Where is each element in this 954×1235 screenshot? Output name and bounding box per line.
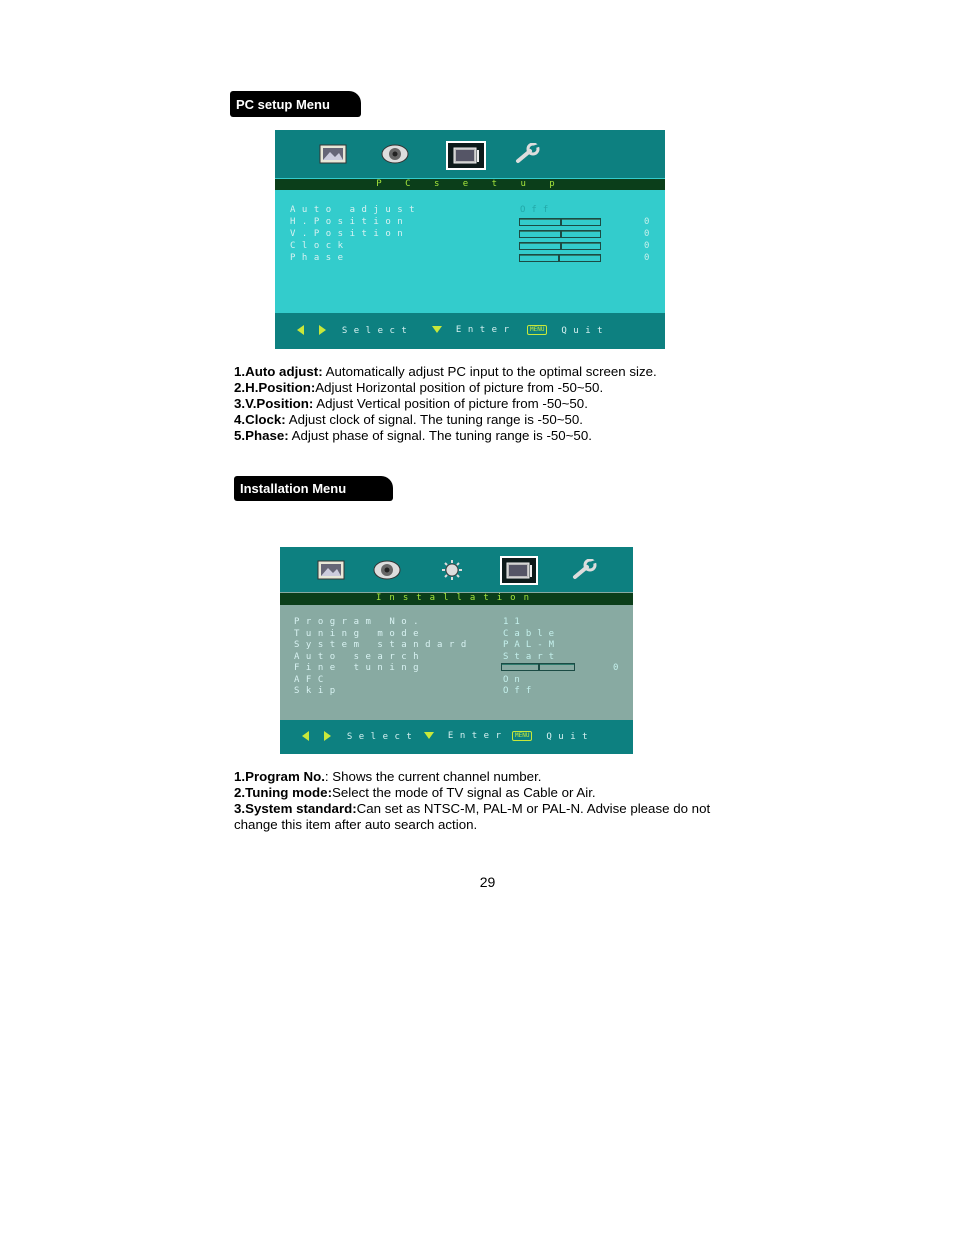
osd-icon-bar (275, 130, 665, 178)
nav-select-label: Select (341, 325, 414, 336)
pc-monitor-icon[interactable] (500, 556, 538, 585)
osd-title-bar (275, 179, 665, 190)
desc-item: 5.Phase: Adjust phase of signal. The tuning range is -50~50. (234, 428, 592, 443)
menu-button-icon: MENU (527, 325, 547, 335)
osd-value-program-no: 11 (503, 617, 526, 627)
pc-setup-osd-screen (275, 130, 665, 349)
nav-enter-label: Enter (455, 325, 516, 335)
fine-tuning-value: 0 (613, 663, 619, 673)
phase-slider[interactable] (519, 254, 601, 262)
osd-row-system-standard[interactable]: System standard (294, 640, 473, 650)
nav-enter[interactable] (432, 325, 516, 336)
nav-select-label: Select (346, 731, 419, 742)
sound-icon[interactable] (377, 141, 413, 167)
sound-icon[interactable] (369, 557, 405, 583)
nav-select[interactable] (302, 731, 418, 743)
nav-select[interactable] (297, 325, 413, 337)
osd-row-tuning-mode[interactable]: Tuning mode (294, 629, 426, 639)
installation-heading (234, 476, 393, 501)
wrench-icon[interactable] (568, 557, 604, 583)
installation-description (234, 769, 754, 833)
osd-value-system-standard: PAL-M (503, 640, 561, 650)
osd-row-v-position[interactable]: V.Position (290, 229, 410, 239)
phase-value: 0 (644, 253, 650, 263)
osd-nav-bar (280, 720, 633, 754)
osd-row-clock[interactable]: Clock (290, 241, 350, 251)
arrow-down-icon (424, 732, 434, 739)
nav-enter-label: Enter (447, 731, 508, 741)
picture-icon[interactable] (313, 557, 349, 583)
fine-tuning-slider[interactable] (501, 663, 575, 671)
desc-item: 3.System standard:Can set as NTSC-M, PAL-M or PAL-N. Advise please do not change this item after auto search action. (234, 801, 711, 832)
v-position-value: 0 (644, 229, 650, 239)
arrow-left-icon (297, 325, 304, 335)
pc-setup-description (234, 364, 754, 444)
osd-title: P C s e t u p (376, 179, 564, 189)
nav-quit-label: Quit (546, 731, 595, 742)
installation-osd-screen (280, 547, 633, 754)
osd-nav-bar (275, 313, 665, 349)
osd-row-skip[interactable]: Skip (294, 686, 342, 696)
osd-row-fine-tuning[interactable]: Fine tuning (294, 663, 426, 673)
osd-value-skip: Off (503, 686, 538, 696)
nav-quit[interactable] (512, 731, 594, 743)
nav-enter[interactable] (424, 731, 508, 742)
osd-row-phase[interactable]: Phase (290, 253, 350, 263)
clock-value: 0 (644, 241, 650, 251)
desc-item: 1.Auto adjust: Automatically adjust PC input to the optimal screen size. (234, 364, 657, 379)
v-position-slider[interactable] (519, 230, 601, 238)
menu-button-icon: MENU (512, 731, 532, 741)
arrow-right-icon (319, 325, 326, 335)
osd-title-bar (280, 593, 633, 605)
h-position-slider[interactable] (519, 218, 601, 226)
pc-setup-heading (230, 91, 361, 117)
h-position-value: 0 (644, 217, 650, 227)
desc-item: 1.Program No.: Shows the current channel number. (234, 769, 542, 784)
desc-item: 2.Tuning mode:Select the mode of TV signal as Cable or Air. (234, 785, 596, 800)
arrow-left-icon (302, 731, 309, 741)
sun-settings-icon[interactable] (434, 557, 470, 583)
desc-item: 2.H.Position:Adjust Horizontal position of picture from -50~50. (234, 380, 604, 395)
installation-heading-label: Installation Menu (240, 481, 347, 496)
wrench-icon[interactable] (511, 141, 547, 167)
pc-monitor-icon[interactable] (446, 141, 486, 170)
arrow-down-icon (432, 326, 442, 333)
desc-item: 4.Clock: Adjust clock of signal. The tuning range is -50~50. (234, 412, 584, 427)
osd-icon-bar (280, 547, 633, 592)
page-number: 29 (479, 874, 496, 890)
clock-slider[interactable] (519, 242, 601, 250)
osd-value-auto-adjust: Off (520, 205, 555, 215)
desc-item: 3.V.Position: Adjust Vertical position of picture from -50~50. (234, 396, 588, 411)
osd-row-h-position[interactable]: H.Position (290, 217, 410, 227)
picture-icon[interactable] (315, 141, 351, 167)
osd-value-auto-search: Start (503, 652, 561, 662)
nav-quit[interactable] (527, 325, 609, 337)
osd-value-afc: On (503, 675, 526, 685)
osd-row-auto-adjust[interactable]: Auto adjust (290, 205, 422, 215)
nav-quit-label: Quit (561, 325, 610, 336)
pc-setup-heading-label: PC setup Menu (236, 96, 330, 112)
osd-row-program-no[interactable]: Program No. (294, 617, 426, 627)
osd-value-tuning-mode: Cable (503, 629, 561, 639)
osd-row-afc[interactable]: AFC (294, 675, 330, 685)
arrow-right-icon (324, 731, 331, 741)
osd-row-auto-search[interactable]: Auto search (294, 652, 426, 662)
osd-title: Installation (375, 593, 538, 603)
